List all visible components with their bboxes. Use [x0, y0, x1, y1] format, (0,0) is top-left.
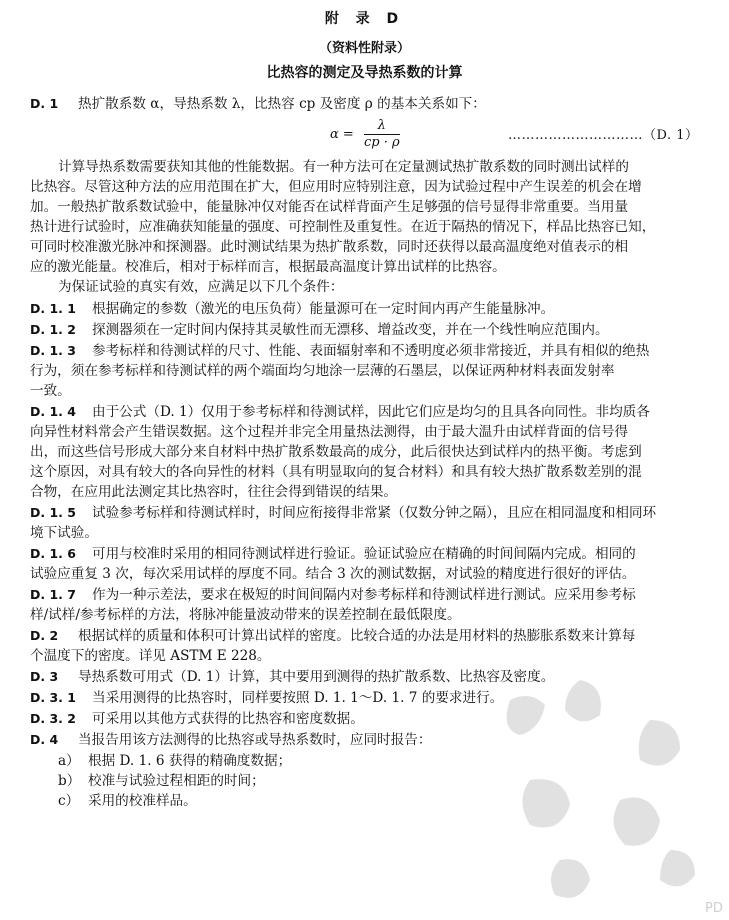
clause-text: 作为一种示差法，要求在极短的时间间隔内对参考标样和待测试样进行测试。应采用参考标 [92, 587, 636, 603]
clause-line-first [30, 730, 729, 750]
clause-d1 [30, 94, 729, 114]
clause-text: 样/试样/参考标样的方法，将脉冲能量波动带来的误差控制在最低限度。 [30, 607, 461, 623]
clause-number: D. 1. 5 [30, 505, 76, 520]
clause-text: 根据确定的参数（激光的电压负荷）能量源可在一定时间内再产生能量脉冲。 [92, 301, 555, 317]
body-line: 计算导热系数需要获知其他的性能数据。有一种方法可在定量测试热扩散系数的同时测出试样的 [58, 159, 629, 175]
clause-text: 当采用测得的比热容时，同样要按照 D. 1. 1～D. 1. 7 的要求进行。 [92, 690, 504, 706]
equation-label: …………………………（D. 1） [508, 128, 699, 143]
clause-number: D. 3. 1 [30, 690, 76, 705]
body-line: 热计进行试验时，应准确获知能量的强度、可控制性及重复性。在近于隔热的情况下，样品比热容已知， [30, 219, 656, 235]
clause-number: D. 3 [30, 669, 59, 684]
formula-denominator: cp · ρ [363, 135, 400, 150]
report-item-text: 校准与试验过程相距的时间； [88, 773, 265, 789]
clause-text: 探测器须在一定时间内保持其灵敏性而无漂移、增益改变，并在一个线性响应范围内。 [92, 322, 609, 338]
clause-line-first [30, 341, 729, 361]
clause-number: D. 1. 7 [30, 587, 76, 602]
section-heading: 比热容的测定及导热系数的计算 [266, 65, 463, 81]
clause-text: 合物，在应用此法测定其比热容时，往往会得到错误的结果。 [30, 484, 398, 500]
clause-text: 向异性材料常会产生错误数据。这个过程并非完全用量热法测得，由于最大温升由试样背面的信号得 [30, 424, 629, 440]
clause-text: 试验应重复 3 次，每次采用试样的厚度不同。结合 3 次的测试数据，对试验的精度进行很好的评估。 [30, 566, 636, 582]
clause-number: D. 1 [30, 96, 59, 111]
clause-line-first [30, 299, 729, 319]
clause-line [30, 605, 729, 625]
appendix-subtitle: （资料性附录） [318, 41, 410, 56]
clause-number: D. 1. 2 [30, 322, 76, 337]
clause-text: 由于公式（D. 1）仅用于参考标样和待测试样，因此它们应是均匀的且具各向同性。非均质各 [92, 404, 650, 420]
report-item-label: a） [58, 753, 80, 769]
clause-line-first [30, 709, 729, 729]
report-item [58, 791, 729, 811]
clause-text: 可用与校准时采用的相同待测试样进行验证。验证试验应在精确的时间间隔内完成。相同的 [92, 546, 636, 562]
clause-line-first [30, 626, 729, 646]
clause-text: 根据试样的质量和体积可计算出试样的密度。比较合适的办法是用材料的热膨胀系数来计算每 [78, 628, 636, 644]
report-item-text: 根据 D. 1. 6 获得的精确度数据； [88, 753, 292, 769]
clause-text: 个温度下的密度。详见 ASTM E 228。 [30, 648, 271, 664]
clause-text: 境下试验。 [30, 525, 98, 541]
clause-text: 一致。 [30, 383, 71, 399]
clause-text: 行为，须在参考标样和待测试样的两个端面均匀地涂一层薄的石墨层，以保证两种材料表面发射率 [30, 363, 615, 379]
clause-number: D. 1. 1 [30, 301, 76, 316]
clause-line-first [30, 688, 729, 708]
clause-line-first [30, 667, 729, 687]
clause-line-first [30, 544, 729, 564]
clause-number: D. 4 [30, 732, 59, 747]
formula-numerator: λ [364, 118, 400, 135]
clause-line [30, 523, 729, 543]
clause-line [30, 564, 729, 584]
clause-text: 出，而这些信号形成大部分来自材料中热扩散系数最高的成分，此后很快达到试样内的热平衡。考虑到 [30, 444, 642, 460]
clause-line-first [30, 503, 729, 523]
clause-line [30, 462, 729, 482]
report-item [58, 771, 729, 791]
clause-text: 这个原因，对具有较大的各向异性的材料（具有明显取向的复合材料）和具有较大热扩散系数差别的混 [30, 464, 642, 480]
report-item-label: c） [58, 793, 80, 809]
clause-line-first [30, 320, 729, 340]
clause-line [30, 422, 729, 442]
clause-number: D. 1. 3 [30, 343, 76, 358]
clause-line [30, 482, 729, 502]
clause-number: D. 1. 6 [30, 546, 76, 561]
body-line: 应的激光能量。校准后，相对于标样而言，根据最高温度计算出试样的比热容。 [30, 259, 506, 275]
report-item-label: b） [58, 773, 81, 789]
clause-text: 热扩散系数 α，导热系数 λ，比热容 cp 及密度 ρ 的基本关系如下： [78, 96, 486, 112]
appendix-title: 附 录 D [324, 11, 405, 27]
formula-lhs: α = [330, 127, 354, 142]
body-line: 可同时校准激光脉冲和探测器。此时测试结果为热扩散系数，同时还获得以最高温度绝对值表示的相 [30, 239, 629, 255]
report-item [58, 751, 729, 771]
clause-text: 导热系数可用式（D. 1）计算，其中要用到测得的热扩散系数、比热容及密度。 [78, 669, 555, 685]
clause-number: D. 1. 4 [30, 404, 76, 419]
clause-line [30, 361, 729, 381]
formula-d1 [330, 118, 400, 151]
body-line: 为保证试验的真实有效，应满足以下几个条件： [58, 279, 344, 295]
clause-line-first [30, 585, 729, 605]
clause-number: D. 2 [30, 628, 59, 643]
clause-text: 可采用以其他方式获得的比热容和密度数据。 [92, 711, 364, 727]
clause-text: 试验参考标样和待测试样时，时间应衔接得非常紧（仅数分钟之隔），且应在相同温度和相同环 [92, 505, 657, 521]
clause-number: D. 3. 2 [30, 711, 76, 726]
watermark-text: PD [705, 901, 723, 916]
clause-line [30, 381, 729, 401]
report-item-text: 采用的校准样品。 [88, 793, 197, 809]
clause-text: 参考标样和待测试样的尺寸、性能、表面辐射率和不透明度必须非常接近，并具有相似的绝热 [92, 343, 650, 359]
clause-text: 当报告用该方法测得的比热容或导热系数时，应同时报告： [78, 732, 432, 748]
clause-line-first [30, 402, 729, 422]
clause-line [30, 646, 729, 666]
formula-fraction [364, 118, 400, 151]
body-line: 比热容。尽管这种方法的应用范围在扩大，但应用时应特别注意，因为试验过程中产生误差的机会在增 [30, 179, 642, 195]
clause-line [30, 442, 729, 462]
body-line: 加。一般热扩散系数试验中，能量脉冲仅对能否在试样背面产生足够强的信号显得非常重要。当用量 [30, 199, 629, 215]
